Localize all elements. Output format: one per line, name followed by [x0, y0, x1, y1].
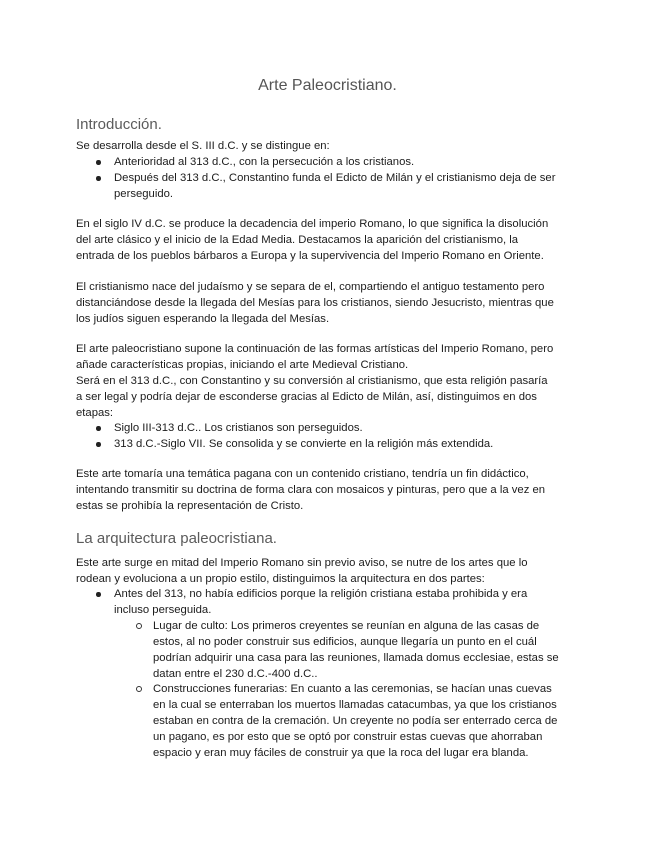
list-item-continuation: perseguido.: [114, 188, 174, 200]
paragraph-line: Será en el 313 d.C., con Constantino y su conversión al cristianismo, que esta religión pasaría: [76, 375, 548, 387]
list-item-continuation: incluso perseguida.: [114, 604, 212, 616]
paragraph-line: del arte clásico y el inicio de la Edad Media. Destacamos la aparición del cristianismo, la: [76, 234, 519, 246]
list-item: Siglo III-313 d.C.. Los cristianos son perseguidos.: [114, 422, 363, 434]
list-item: Antes del 313, no había edificios porque la religión cristiana estaba prohibida y era: [114, 588, 528, 600]
document-title: Arte Paleocristiano.: [258, 77, 397, 94]
sub-list-item-continuation: espacio y eran muy fáciles de construir ya que la roca del lugar era blanda.: [153, 747, 529, 759]
intro-line: Se desarrolla desde el S. III d.C. y se distingue en:: [76, 140, 330, 152]
sub-list-item: Construcciones funerarias: En cuanto a las ceremonias, se hacían unas cuevas: [153, 683, 552, 695]
sub-list-item-continuation: un pagano, es por esto que se optó por construir estas cuevas que ahorraban: [153, 731, 543, 743]
paragraph-line: distanciándose desde la llegada del Mesías para los cristianos, siendo Jesucristo, mientras que: [76, 297, 554, 309]
paragraph-line: rodean y evoluciona a un propio estilo, distinguimos la arquitectura en dos partes:: [76, 573, 485, 585]
paragraph-line: añade características propias, iniciando el arte Medieval Cristiano.: [76, 359, 409, 371]
paragraph-line: intentando transmitir su doctrina de forma clara con mosaicos y pinturas, pero que a la vez en: [76, 484, 546, 496]
paragraph-line: estas se prohibía la representación de Cristo.: [76, 500, 304, 512]
paragraph-line: etapas:: [76, 407, 114, 419]
heading-introduccion: Introducción.: [76, 116, 162, 133]
paragraph-line: Este arte surge en mitad del Imperio Romano sin previo aviso, se nutre de los artes que lo: [76, 557, 528, 569]
paragraph-line: los judíos siguen esperando la llegada del Mesías.: [76, 313, 330, 325]
sub-list-item: Lugar de culto: Los primeros creyentes se reunían en alguna de las casas de: [153, 620, 540, 632]
paragraph-line: a ser legal y podría dejar de esconderse gracias al Edicto de Milán, así, distinguimos en dos: [76, 391, 537, 403]
paragraph-line: Este arte tomaría una temática pagana con un contenido cristiano, tendría un fin didáctico,: [76, 468, 529, 480]
paragraph-line: En el siglo IV d.C. se produce la decadencia del imperio Romano, lo que significa la disolución: [76, 218, 549, 230]
sub-list-item-continuation: datan entre el 230 d.C.-400 d.C..: [153, 668, 318, 680]
sub-list-item-continuation: estos, al no poder construir sus edificios, aunque llegaría un punto en el cuál: [153, 636, 537, 648]
paragraph-line: El cristianismo nace del judaísmo y se separa de el, compartiendo el antiguo testamento pero: [76, 281, 545, 293]
sub-list-item-continuation: estaban en contra de la cremación. Un creyente no podía ser enterrado cerca de: [153, 715, 558, 727]
paragraph-line: El arte paleocristiano supone la continuación de las formas artísticas del Imperio Romano, pero: [76, 343, 554, 355]
paragraph-line: entrada de los pueblos bárbaros a Europa y la supervivencia del Imperio Romano en Oriente.: [76, 250, 544, 262]
heading-arquitectura: La arquitectura paleocristiana.: [76, 530, 277, 547]
sub-list-item-continuation: en la cual se enterraban los muertos llamadas catacumbas, ya que los cristianos: [153, 699, 557, 711]
list-item: Anterioridad al 313 d.C., con la persecución a los cristianos.: [114, 156, 415, 168]
list-item: 313 d.C.-Siglo VII. Se consolida y se convierte en la religión más extendida.: [114, 438, 494, 450]
sub-list-item-continuation: podrían adquirir una casa para las reuniones, llamada domus ecclesiae, estas se: [153, 652, 559, 664]
list-item: Después del 313 d.C., Constantino funda el Edicto de Milán y el cristianismo deja de ser: [114, 172, 556, 184]
